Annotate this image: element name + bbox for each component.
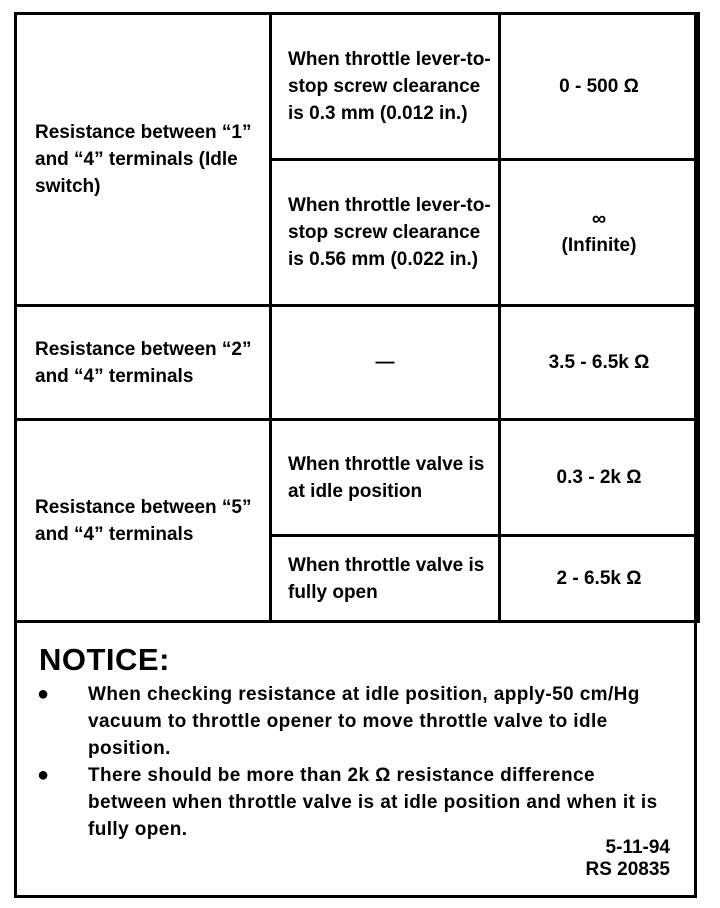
notice-bullet-text: There should be more than 2k Ω resistance difference between when throttle valve is at idle position and when it is fully open. (88, 765, 658, 840)
row-label: Resistance between “2” and “4” terminals (16, 306, 271, 420)
row-condition: When throttle valve is at idle position (271, 420, 500, 536)
notice-title: NOTICE: (39, 642, 170, 677)
notice-bullet-item (37, 762, 677, 843)
bullet-icon: ● (37, 764, 50, 786)
row-condition: When throttle lever-to-stop screw clearance is 0.3 mm (0.012 in.) (271, 14, 500, 160)
row-value: 0 - 500 Ω (500, 14, 699, 160)
row-condition: — (271, 306, 500, 420)
row-value: 3.5 - 6.5k Ω (500, 306, 699, 420)
table-row (16, 306, 699, 420)
row-value: 2 - 6.5k Ω (500, 536, 699, 622)
table-row (16, 420, 699, 536)
row-label: Resistance between “5” and “4” terminals (16, 420, 271, 622)
reference-code: RS 20835 (585, 859, 670, 880)
row-label: Resistance between “1” and “4” terminals (Idle switch) (16, 14, 271, 306)
reference-date: 5-11-94 (605, 837, 670, 858)
document-reference (585, 837, 670, 881)
notice-bullet-item (37, 681, 677, 762)
resistance-spec-table (14, 12, 700, 623)
table-row (16, 14, 699, 160)
row-value (500, 160, 699, 306)
infinity-value: ∞ (591, 208, 607, 230)
row-value: 0.3 - 2k Ω (500, 420, 699, 536)
bullet-icon: ● (37, 683, 50, 705)
notice-bullet-text: When checking resistance at idle position, apply-50 cm/Hg vacuum to throttle opener to move throttle valve to idle position. (88, 684, 640, 759)
row-condition: When throttle valve is fully open (271, 536, 500, 622)
row-condition: When throttle lever-to-stop screw clearance is 0.56 mm (0.022 in.) (271, 160, 500, 306)
notice-section (17, 624, 694, 895)
value-note: (Infinite) (561, 235, 637, 256)
